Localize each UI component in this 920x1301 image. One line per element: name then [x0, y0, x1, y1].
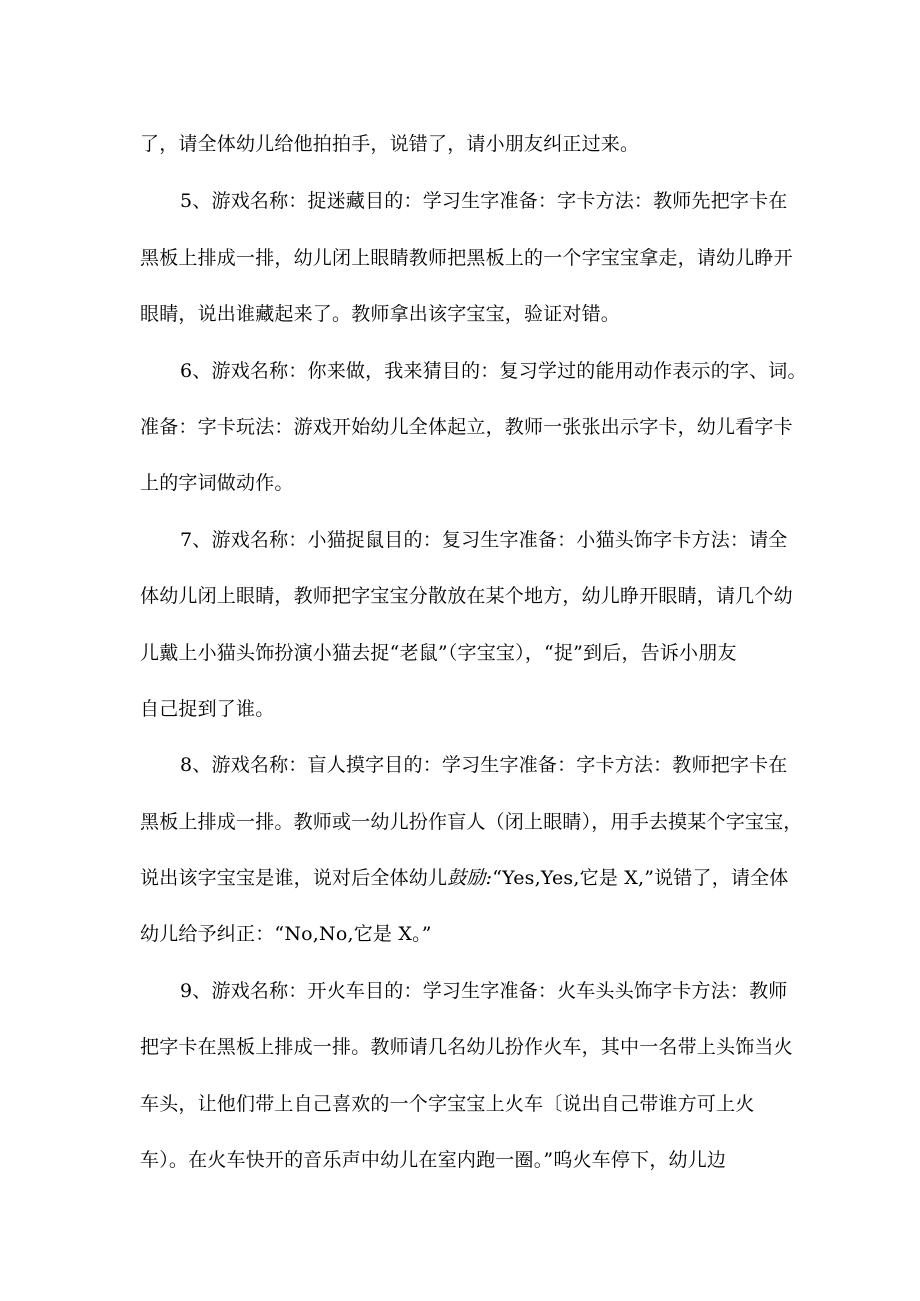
paragraph-line: [140, 866, 789, 890]
paragraph-line: 7、游戏名称：小猫捉鼠目的：复习生字准备：小猫头饰字卡方法：请全: [180, 529, 788, 551]
paragraph-line: 车头，让他们带上自己喜欢的一个字宝宝上火车〔说出自己带谁方可上火: [140, 1093, 755, 1115]
paragraph-line: 上的字词做动作。: [140, 472, 294, 494]
paragraph-line: 准备：字卡玩法：游戏开始幼儿全体起立，教师一张张出示字卡，幼儿看字卡: [140, 416, 793, 438]
paragraph-line: 把字卡在黑板上排成一排。教师请几名幼儿扮作火车，其中一名带上头饰当火: [140, 1036, 793, 1058]
paragraph-line: 车）。在火车快开的音乐声中幼儿在室内跑一圈。”呜火车停下，幼儿边: [140, 1149, 727, 1171]
paragraph-line: 眼睛，说出谁藏起来了。教师拿出该字宝宝，验证对错。: [140, 303, 621, 325]
paragraph-line: 6、游戏名称：你来做，我来猜目的：复习学过的能用动作表示的字、词。: [180, 360, 807, 382]
line-text: “Yes,Yes,它是 X,”说错了，请全体: [492, 867, 789, 889]
paragraph-line: 5、游戏名称：捉迷藏目的：学习生字准备：字卡方法：教师先把字卡在: [180, 190, 788, 212]
paragraph-line: 黑板上排成一排。教师或一幼儿扮作盲人（闭上眼睛），用手去摸某个字宝宝，: [140, 811, 803, 833]
paragraph-line: 体幼儿闭上眼睛，教师把字宝宝分散放在某个地方，幼儿睁开眼睛，请几个幼: [140, 585, 793, 607]
paragraph-line: 了，请全体幼儿给他拍拍手，说错了，请小朋友纠正过来。: [140, 133, 640, 155]
paragraph-line: 幼儿给予纠正：“No,No,它是 X。”: [140, 923, 432, 945]
paragraph-line: 黑板上排成一排，幼儿闭上眼睛教师把黑板上的一个字宝宝拿走，请幼儿睁开: [140, 247, 793, 269]
paragraph-line: 8、游戏名称：盲人摸字目的：学习生字准备：字卡方法：教师把字卡在: [180, 754, 788, 776]
line-text: 说出该字宝宝是谁，说对后全体幼儿: [140, 867, 448, 889]
paragraph-line: 儿戴上小猫头饰扮演小猫去捉“老鼠”（字宝宝），“捉”到后，告诉小朋友: [140, 642, 737, 664]
paragraph-line: 自己捉到了谁。: [140, 698, 275, 720]
emphasis-text: 鼓励:: [447, 867, 493, 889]
paragraph-line: 9、游戏名称：开火车目的：学习生字准备：火车头头饰字卡方法：教师: [180, 980, 788, 1002]
